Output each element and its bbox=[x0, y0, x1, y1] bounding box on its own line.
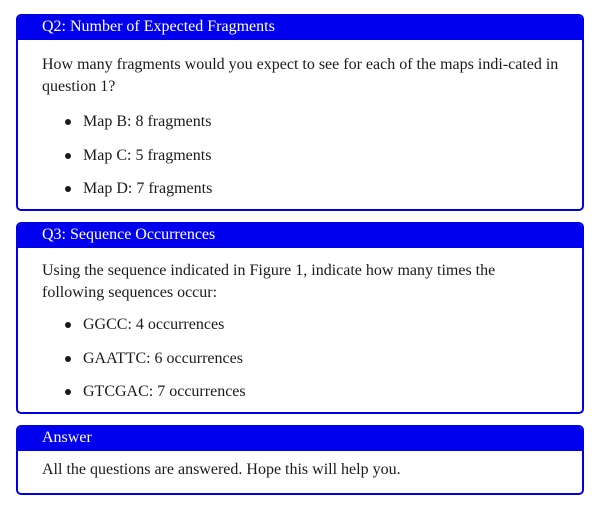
list-item bbox=[42, 308, 560, 342]
answer-box bbox=[16, 425, 584, 495]
bullet-icon bbox=[65, 153, 71, 159]
list-item bbox=[42, 105, 560, 139]
list-item bbox=[42, 342, 560, 376]
answer-title: Answer bbox=[18, 427, 582, 451]
list-item bbox=[42, 375, 560, 409]
q3-title: Q3: Sequence Occurrences bbox=[18, 224, 582, 248]
list-item-text: GTCGAC: 7 occurrences bbox=[83, 383, 246, 400]
bullet-icon bbox=[65, 186, 71, 192]
q2-title: Q2: Number of Expected Fragments bbox=[18, 16, 582, 40]
list-item-text: Map C: 5 fragments bbox=[83, 146, 212, 164]
q3-body bbox=[18, 248, 582, 409]
answer-text: All the questions are answered. Hope this will help you. bbox=[42, 461, 401, 478]
list-item-text: GAATTC: 6 occurrences bbox=[83, 349, 243, 367]
q3-question: Using the sequence indicated in Figure 1, indicate how many times the following sequences occur: bbox=[42, 262, 496, 301]
list-item-text: Map B: 8 fragments bbox=[83, 113, 212, 130]
list-item bbox=[42, 139, 560, 173]
q3-box bbox=[16, 222, 584, 414]
bullet-icon bbox=[65, 322, 71, 328]
list-item-text: Map D: 7 fragments bbox=[83, 180, 213, 197]
q2-body bbox=[18, 40, 582, 206]
q2-box bbox=[16, 14, 584, 211]
list-item bbox=[42, 172, 560, 206]
bullet-icon bbox=[65, 119, 71, 125]
list-item-text: GGCC: 4 occurrences bbox=[83, 316, 225, 333]
bullet-icon bbox=[65, 356, 71, 362]
q2-answer-list bbox=[42, 105, 560, 206]
q2-question: How many fragments would you expect to see for each of the maps indi-cated in question 1? bbox=[42, 56, 559, 95]
answer-body bbox=[18, 451, 582, 481]
bullet-icon bbox=[65, 389, 71, 395]
q3-answer-list bbox=[42, 308, 560, 409]
